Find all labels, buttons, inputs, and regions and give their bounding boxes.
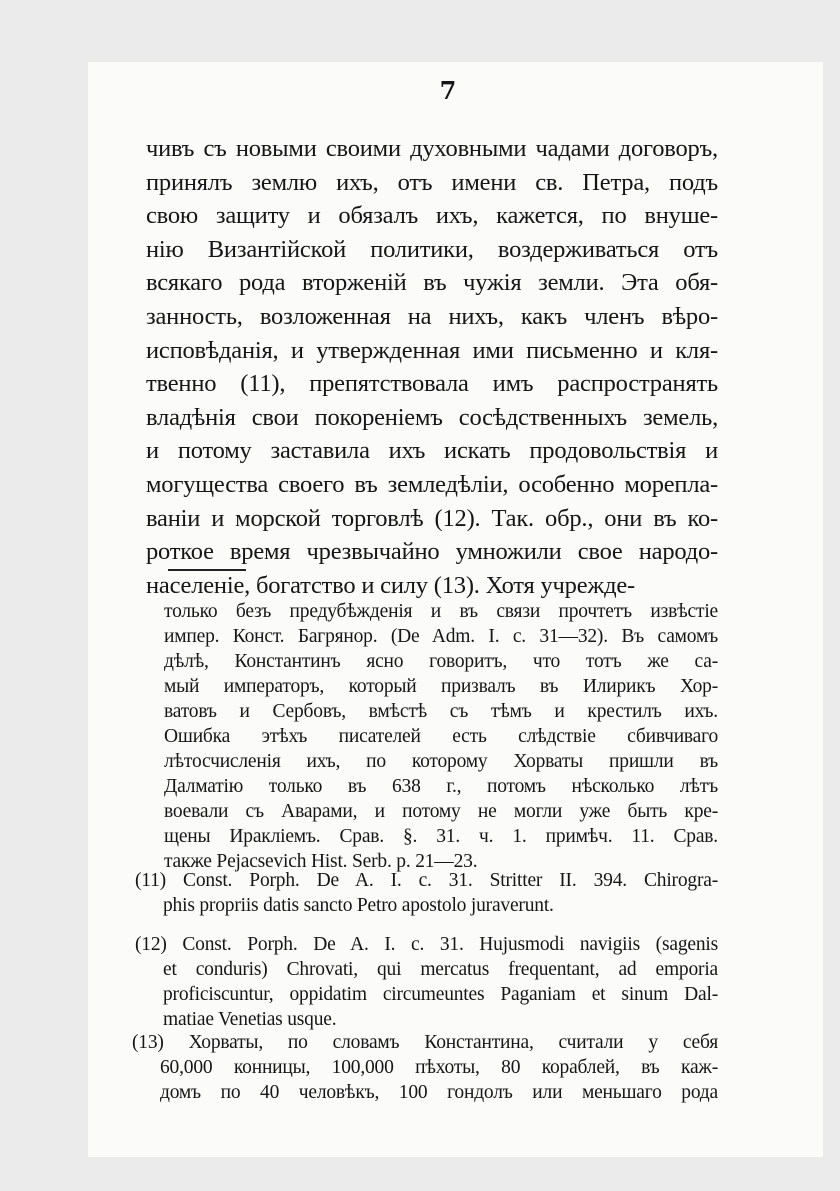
main-text-line: свою защиту и обязалъ ихъ, кажется, по внуше- <box>146 202 718 230</box>
footnote-line: 60,000 конницы, 100,000 пѣхоты, 80 кораблей, въ каж- <box>160 1057 718 1078</box>
footnote-line-text: Const. Porph. De A. I. c. 31. Hujusmodi navigiis (sagenis <box>182 934 718 955</box>
footnote-line <box>135 868 718 893</box>
footnote-line: Далматію только въ 638 г., потомъ нѣсколько лѣтъ <box>164 776 718 797</box>
footnote-line <box>135 932 718 957</box>
footnote-number: (13) <box>132 1032 164 1053</box>
main-text-line: чивъ съ новыми своими духовными чадами договоръ, <box>146 135 718 162</box>
footnote-line: только безъ предубѣжденія и въ связи прочтетъ извѣстіе <box>164 601 718 622</box>
footnote-line: et conduris) Chrovati, qui mercatus frequentant, ad emporia <box>163 959 718 980</box>
footnote-line: matiae Venetias usque. <box>163 1009 337 1030</box>
footnote-line-text: Хорваты, по словамъ Константина, считали у себя <box>188 1032 718 1053</box>
main-text-line: исповѣданія, и утвержденная ими письменно и кля- <box>146 336 718 364</box>
book-page <box>88 62 823 1157</box>
footnote-line: Ошибка этѣхъ писателей есть слѣдствіе сбивчиваго <box>164 726 718 747</box>
main-text-line: могущества своего въ земледѣліи, особенно морепла- <box>146 470 718 498</box>
footnote-line: мый императоръ, который призвалъ въ Илирикъ Хор- <box>164 676 718 697</box>
main-text-line: ваніи и морской торговлѣ (12). Так. обр., они въ ко- <box>146 504 718 532</box>
footnote-line: домъ по 40 человѣкъ, 100 гондолъ или меньшаго рода <box>160 1082 718 1103</box>
footnote-line-text: Const. Porph. De A. I. c. 31. Stritter II. 394. Chirogra- <box>183 870 718 891</box>
footnote-line: также Pejacsevich Hist. Serb. p. 21—23. <box>164 851 478 872</box>
main-text-line: занность, возложенная на нихъ, какъ членъ вѣро- <box>146 302 718 330</box>
footnote-line: импер. Конст. Багрянор. (De Adm. I. c. 31—32). Въ самомъ <box>164 626 718 647</box>
main-text-line: населеніе, богатство и силу (13). Хотя учрежде- <box>146 571 636 599</box>
footnote-line: воевали съ Аварами, и потому не могли уже быть кре- <box>164 801 718 822</box>
main-text-line: владѣнія свои покореніемъ сосѣдственныхъ земель, <box>146 403 718 431</box>
footnote-line: ватовъ и Сербовъ, вмѣстѣ съ тѣмъ и крестилъ ихъ. <box>164 701 718 722</box>
footnote-line: proficiscuntur, oppidatim circumeuntes Paganiam et sinum Dal- <box>163 984 718 1005</box>
footnote-line: лѣтосчисленія ихъ, по которому Хорваты пришли въ <box>164 751 718 772</box>
footnote-line: щены Иракліемъ. Срав. §. 31. ч. 1. примѣч. 11. Срав. <box>164 826 718 847</box>
main-text-line: нію Византійской политики, воздерживаться отъ <box>146 235 718 263</box>
footnote-number: (12) <box>135 934 167 955</box>
footnote-12 <box>135 932 718 1032</box>
main-text-line: всякаго рода вторженій въ чужія земли. Эта обя- <box>146 269 718 297</box>
footnote-13 <box>132 1030 718 1105</box>
footnote-separator-rule <box>168 569 246 571</box>
main-text-line: и потому заставила ихъ искать продовольствія и <box>146 437 718 465</box>
footnote-number: (11) <box>135 870 166 891</box>
footnote-continued <box>164 599 718 874</box>
page-number: 7 <box>439 76 457 105</box>
footnote-line: дѣлѣ, Константинъ ясно говоритъ, что тотъ же са- <box>164 651 718 672</box>
footnote-line <box>132 1030 718 1055</box>
footnote-11 <box>135 868 718 918</box>
footnote-line: phis propriis datis sancto Petro apostolo juraverunt. <box>163 895 554 916</box>
main-text-line: роткое время чрезвычайно умножили свое народо- <box>146 538 718 566</box>
main-text-line: твенно (11), препятствовала имъ распространять <box>146 370 718 398</box>
main-text-line: принялъ землю ихъ, отъ имени св. Петра, подъ <box>146 168 718 196</box>
main-body-text <box>146 132 718 602</box>
